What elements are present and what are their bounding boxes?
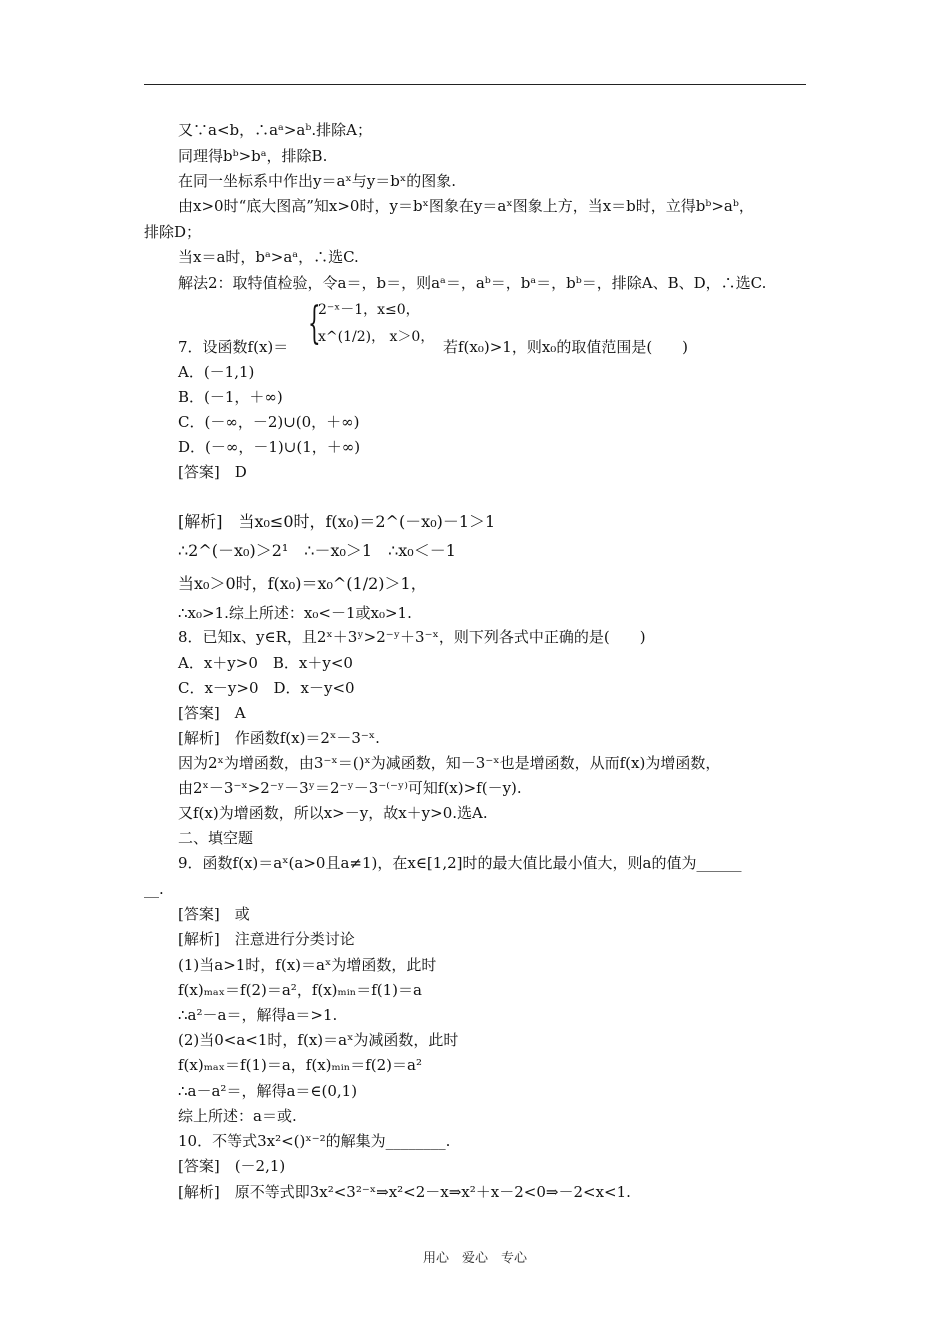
analysis-line: 因为2ˣ为增函数，由3⁻ˣ＝()ˣ为减函数，知－3⁻ˣ也是增函数，从而f(x)为增函数， bbox=[178, 754, 721, 772]
question-7-stem: 7．设函数f(x)＝ bbox=[178, 338, 289, 356]
question-8-stem: 8．已知x、y∈R，且2ˣ＋3ʸ>2⁻ʸ＋3⁻ˣ，则下列各式中正确的是( ) bbox=[178, 628, 646, 646]
text-line: 在同一坐标系中作出y＝aˣ与y＝bˣ的图象. bbox=[178, 172, 456, 190]
text-line: 由x>0时“底大图高”知x>0时，y＝bˣ图象在y＝aˣ图象上方，当x＝b时，立得bᵇ>aᵇ， bbox=[178, 197, 754, 215]
analysis-line: 综上所述：a＝或. bbox=[178, 1107, 297, 1125]
option-a: A．(－1,1) bbox=[178, 363, 255, 381]
answer: [答案] 或 bbox=[178, 905, 250, 923]
text-line: 当x＝a时，bᵃ>aᵃ，∴选C. bbox=[178, 248, 359, 266]
piecewise-brace: { bbox=[308, 298, 321, 349]
text-line: 又∵a<b，∴aᵃ>aᵇ.排除A； bbox=[178, 121, 372, 139]
page-footer: 用心 爱心 专心 bbox=[422, 1251, 527, 1266]
option-b: B．(－1，＋∞) bbox=[178, 388, 283, 406]
question-9-stem-tail: __. bbox=[144, 880, 164, 898]
text-line: 排除D； bbox=[144, 223, 202, 241]
answer: [答案] (－2,1) bbox=[178, 1157, 286, 1175]
analysis-line: [解析] 原不等式即3x²<3²⁻ˣ⇒x²<2－x⇒x²＋x－2<0⇒－2<x<1. bbox=[178, 1183, 631, 1201]
piecewise-case-1: 2⁻ˣ－1，x≤0， bbox=[318, 302, 420, 318]
answer: [答案] A bbox=[178, 704, 246, 722]
option-row: C．x－y>0 D．x－y<0 bbox=[178, 679, 355, 697]
option-row: A．x＋y>0 B．x＋y<0 bbox=[178, 654, 353, 672]
analysis-line: 又f(x)为增函数，所以x>－y，故x＋y>0.选A. bbox=[178, 804, 488, 822]
analysis-line: (1)当a>1时，f(x)＝aˣ为增函数，此时 bbox=[178, 956, 437, 974]
header-rule bbox=[144, 84, 806, 85]
analysis-line: ∴a－a²＝，解得a＝∈(0,1) bbox=[178, 1082, 358, 1100]
analysis-line: ∴x₀>1.综上所述：x₀<－1或x₀>1. bbox=[178, 604, 412, 622]
analysis-line: 由2ˣ－3⁻ˣ>2⁻ʸ－3ʸ＝2⁻ʸ－3⁻⁽⁻ʸ⁾可知f(x)>f(－y). bbox=[178, 779, 522, 797]
analysis-line: [解析] 当x₀≤0时，f(x₀)＝2^(－x₀)－1＞1 bbox=[178, 512, 496, 531]
analysis-line: 当x₀＞0时，f(x₀)＝x₀^(1/2)＞1， bbox=[178, 574, 427, 593]
analysis-line: [解析] 作函数f(x)＝2ˣ－3⁻ˣ. bbox=[178, 729, 380, 747]
analysis-line: ∴a²－a＝，解得a＝>1. bbox=[178, 1006, 338, 1024]
analysis-line: [解析] 注意进行分类讨论 bbox=[178, 930, 355, 948]
option-c: C．(－∞，－2)∪(0，＋∞) bbox=[178, 413, 360, 431]
question-7-condition: 若f(x₀)>1，则x₀的取值范围是( ) bbox=[443, 338, 689, 356]
analysis-line: (2)当0<a<1时，f(x)＝aˣ为减函数，此时 bbox=[178, 1031, 459, 1049]
section-heading: 二、填空题 bbox=[178, 829, 254, 847]
analysis-line: f(x)ₘₐₓ＝f(1)＝a，f(x)ₘᵢₙ＝f(2)＝a² bbox=[178, 1056, 422, 1074]
question-10-stem: 10．不等式3x²<()ˣ⁻²的解集为________. bbox=[178, 1132, 451, 1150]
analysis-line: ∴2^(－x₀)＞2¹ ∴－x₀＞1 ∴x₀＜－1 bbox=[178, 541, 456, 560]
text-line: 解法2：取特值检验，令a＝，b＝，则aᵃ＝，aᵇ＝，bᵃ＝，bᵇ＝，排除A、B、D，∴选C. bbox=[178, 274, 767, 292]
text-line: 同理得bᵇ>bᵃ，排除B. bbox=[178, 147, 328, 165]
piecewise-case-2: x^(1/2)， x＞0， bbox=[318, 329, 435, 345]
answer: [答案] D bbox=[178, 463, 247, 481]
question-9-stem: 9．函数f(x)＝aˣ(a>0且a≠1)，在x∈[1,2]时的最大值比最小值大，则a的值为______ bbox=[178, 854, 742, 872]
analysis-line: f(x)ₘₐₓ＝f(2)＝a²，f(x)ₘᵢₙ＝f(1)＝a bbox=[178, 981, 422, 999]
option-d: D．(－∞，－1)∪(1，＋∞) bbox=[178, 438, 361, 456]
